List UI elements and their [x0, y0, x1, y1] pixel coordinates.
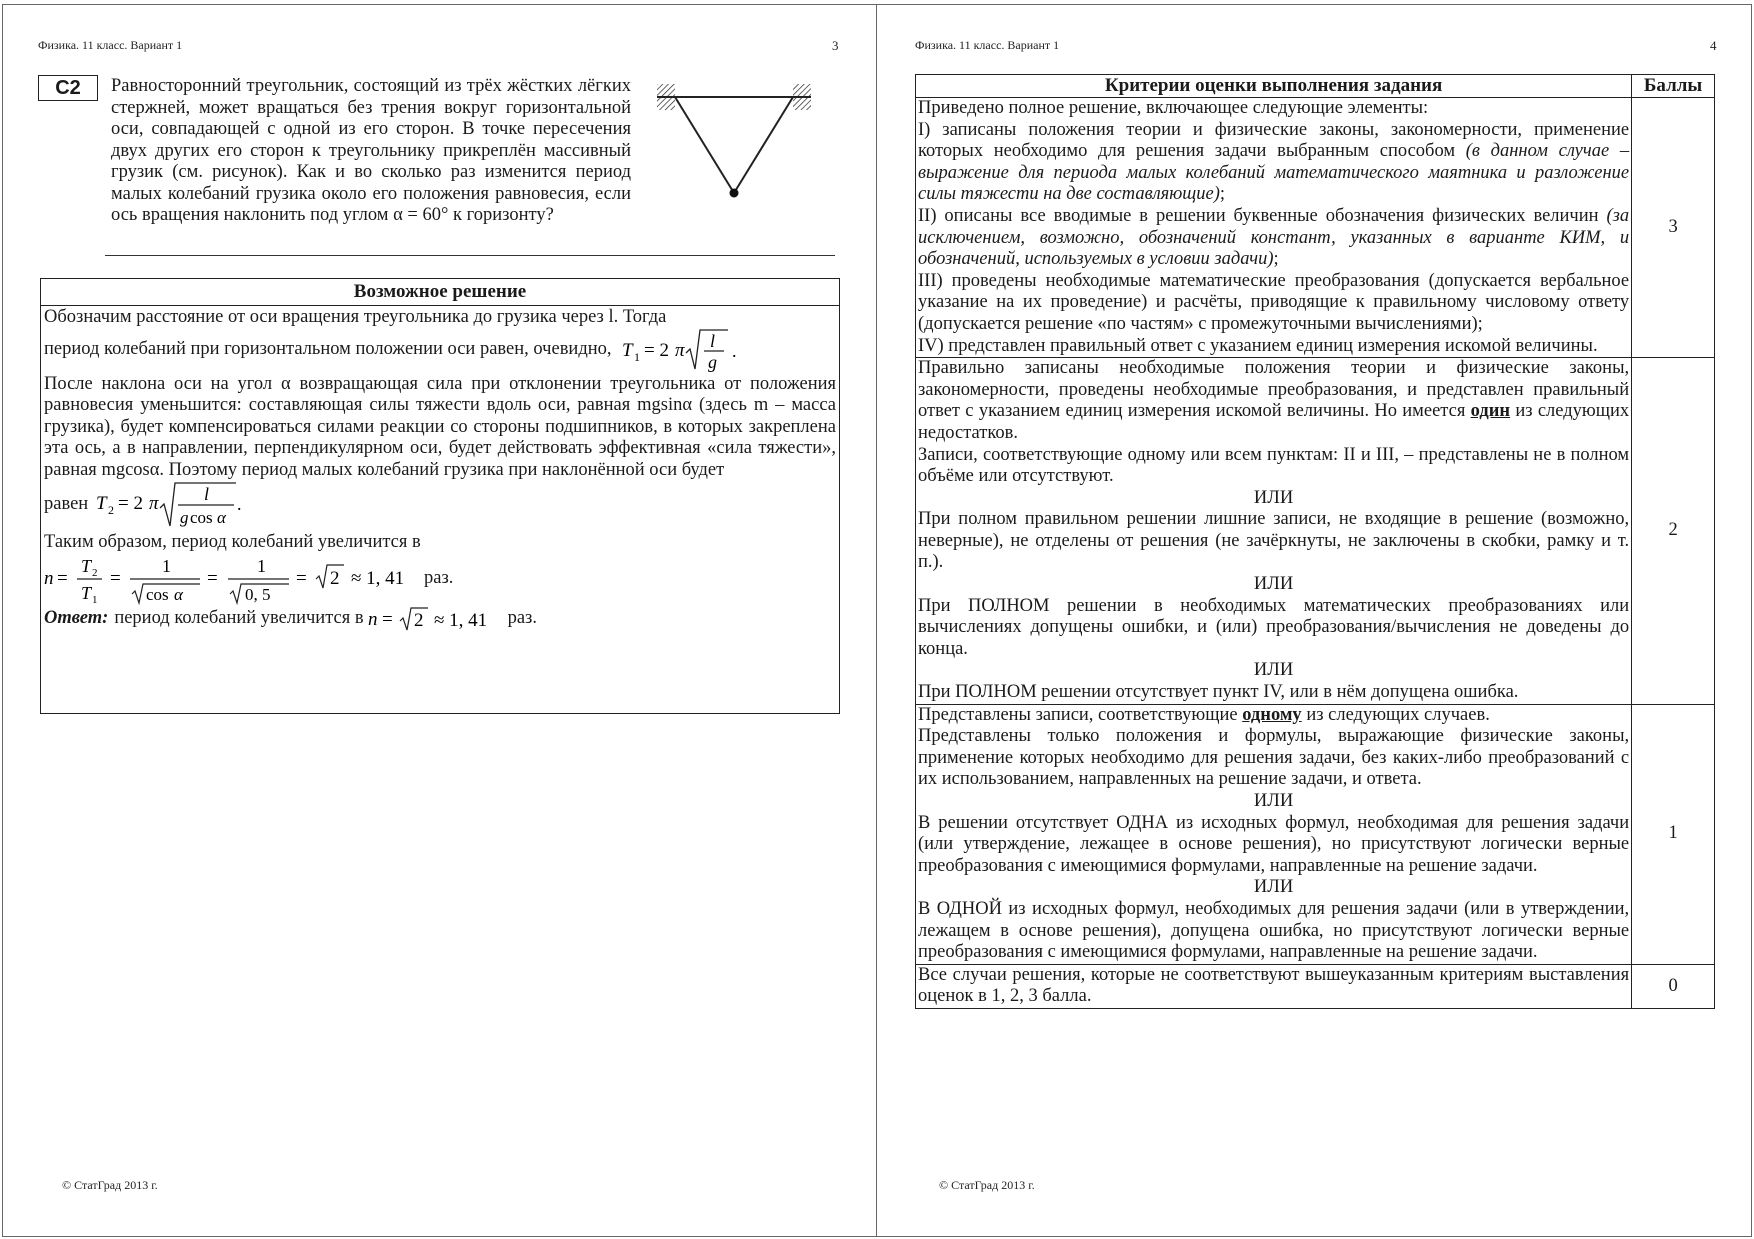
solution-p4-line [44, 482, 836, 528]
r3-t3-end: ; [1273, 249, 1279, 270]
r2-t3: При полном правильном решении лишние записи, не входящие в решение (возможно, неверные), не отделены от решения (не зачёркнуты, не заключены в скобки, рамку и т. п.). [918, 509, 1630, 573]
r2-t4: При ПОЛНОМ решении в необходимых математических преобразованиях или вычислениях допущены ошибки, и (или) преобразования/вычисления не доведены до конца. [918, 595, 1630, 659]
r2-t5: При ПОЛНОМ решении отсутствует пункт IV, или в нём допущена ошибка. [918, 682, 1519, 703]
answer-formula [368, 605, 508, 633]
r3-t4: III) проведены необходимые математические преобразования (допускается вербальное указание на их проведение) и расчёты, приводящие к правильному числовому ответу (допускается решение «по частям» с промежуточными вычислениями); [918, 270, 1630, 334]
criteria-row-3-score: 3 [1632, 98, 1715, 358]
criteria-table [915, 74, 1715, 1009]
answer-suffix: раз. [507, 608, 537, 629]
weight-ball [730, 189, 739, 198]
r2-t1c: из следующих недостатков. [918, 401, 1630, 443]
criteria-header-row [916, 75, 1715, 98]
formula-n [44, 553, 474, 605]
r2-t2: Записи, соответствующие одному или всем пунктам: II и III, – представлены не в полном объёме или отсутствуют. [918, 444, 1630, 487]
svg-text:π: π [674, 339, 685, 361]
svg-text:=: = [57, 568, 68, 590]
r1-t1a: Представлены записи, соответствующие [918, 704, 1238, 725]
criteria-row-1-score: 1 [1632, 704, 1715, 964]
r2-t1a: Правильно записаны необходимые положения теории и физические законы, закономерности, проведены необходимые преобразования, и представлен правильный ответ с указанием единиц измерения искомой величины. Но имеется [918, 358, 1630, 422]
r3-t2-italic: (в данном случае – выражение для периода малых колебаний математического маятника и разложение силы тяжести на две составляющие) [918, 141, 1630, 205]
r3-t3: II) описаны все вводимые в решении буквенные обозначения физических величин [918, 205, 1599, 226]
svg-text:n: n [44, 568, 54, 590]
criteria-row-0-text: Все случаи решения, которые не соответствуют вышеуказанным критериям выставления оценок в 1, 2, 3 балла. [916, 964, 1632, 1008]
svg-text:cos: cos [190, 507, 213, 527]
formula-t2 [94, 480, 244, 530]
svg-text:l: l [204, 483, 210, 504]
r1-t3: В решении отсутствует ОДНА из исходных формул, необходимая для решения задачи (или утверждение, лежащее в основе решения), но присутствуют логически верные преобразования с имеющимися формулами, направленные на решение задачи. [918, 812, 1630, 876]
solution-p1: Обозначим расстояние от оси вращения треугольника до грузика через l. Тогда [44, 307, 667, 327]
svg-text:= 2: = 2 [118, 492, 144, 514]
criteria-row-1 [916, 704, 1715, 964]
svg-text:=: = [110, 568, 121, 590]
solution-p6-line [44, 553, 836, 605]
solution-body [41, 306, 839, 633]
solution-box [40, 278, 840, 714]
svg-text:≈ 1, 41: ≈ 1, 41 [351, 568, 405, 590]
left-page-number: 3 [832, 38, 839, 53]
r3-t2: I) записаны положения теории и физические законы, закономерности, применение которых необходимо для решения задачи выбранным способом [918, 119, 1630, 162]
left-rod [675, 97, 734, 193]
criteria-row-2-score: 2 [1632, 358, 1715, 705]
score-col-header: Баллы [1632, 75, 1715, 98]
criteria-row-1-text [916, 704, 1632, 964]
svg-text:T: T [621, 339, 633, 361]
r1-or2: ИЛИ [1253, 877, 1294, 898]
svg-text:2: 2 [92, 567, 98, 580]
svg-text:1: 1 [257, 556, 266, 577]
left-header: Физика. 11 класс. Вариант 1 [38, 38, 183, 52]
svg-text:g: g [180, 507, 189, 527]
solution-p5: Таким образом, период колебаний увеличится в [44, 531, 421, 552]
svg-text:2: 2 [108, 502, 115, 517]
r1-or1: ИЛИ [1253, 791, 1294, 811]
svg-text:= 2: = 2 [643, 339, 669, 361]
answer-text: период колебаний увеличится в [114, 608, 364, 629]
right-footer: © СтатГрад 2013 г. [939, 1178, 1035, 1192]
solution-p2-line [44, 329, 836, 371]
right-page-number: 4 [1710, 38, 1717, 53]
r2-or3: ИЛИ [1253, 660, 1294, 681]
solution-title: Возможное решение [41, 279, 839, 306]
triangle-figure [655, 80, 815, 200]
r1-t1b: одному [1242, 704, 1302, 725]
svg-text:=: = [207, 568, 218, 590]
svg-text:cos: cos [146, 585, 169, 605]
svg-text:2: 2 [413, 610, 424, 632]
page-divider [876, 4, 877, 1237]
svg-text:=: = [296, 568, 307, 590]
criteria-row-2-text [916, 358, 1632, 705]
svg-text:1: 1 [92, 594, 98, 606]
task-code: С2 [38, 75, 98, 101]
r2-or1: ИЛИ [1253, 487, 1294, 508]
criteria-row-2 [916, 358, 1715, 705]
r1-t2: Представлены только положения и формулы, выражающие физические законы, применение которых необходимо для решения задачи, без каких-либо преобразований с их использованием, направленных на решение задачи, и ответа. [918, 726, 1630, 790]
svg-text:T: T [81, 583, 92, 604]
svg-text:0, 5: 0, 5 [245, 585, 271, 605]
svg-text:.: . [237, 493, 242, 514]
solution-p2: период колебаний при горизонтальном положении оси равен, очевидно, [44, 338, 612, 359]
right-rod [734, 97, 793, 193]
svg-text:T: T [81, 556, 92, 577]
left-footer: © СтатГрад 2013 г. [62, 1178, 158, 1192]
svg-text:2: 2 [330, 568, 340, 590]
r2-or2: ИЛИ [1253, 574, 1294, 595]
criteria-row-0 [916, 964, 1715, 1008]
svg-text:l: l [709, 330, 715, 351]
criteria-row-3-text [916, 98, 1632, 358]
answer-line [44, 605, 836, 633]
r3-t1: Приведено полное решение, включающее следующие элементы: [918, 98, 1429, 118]
right-header: Физика. 11 класс. Вариант 1 [915, 38, 1060, 52]
svg-text:1: 1 [162, 556, 171, 577]
svg-text:=: = [381, 609, 393, 631]
svg-text:1: 1 [633, 349, 640, 364]
answer-label: Ответ: [44, 608, 109, 629]
task-text: Равносторонний треугольник, состоящий из трёх жёстких лёгких стержней, может вращаться без трения вокруг горизонтальной оси, совпадающей с одной из его сторон. В точке пересечения двух других его сторон к треугольнику прикреплён массивный грузик (см. рисунок). Как и во сколько раз изменится период малых колебаний грузика около его положения равновесия, если ось вращения наклонить под углом α = 60° к горизонту? [111, 76, 631, 225]
svg-text:.: . [731, 340, 737, 361]
task-rule [105, 255, 835, 256]
right-page [878, 0, 1754, 1239]
r1-t4: В ОДНОЙ из исходных формул, необходимых для решения задачи (или в утверждении, лежащем в основе решения), допущена ошибка, но присутствуют логически верные преобразования с имеющимися формулами, направленные на решение задачи. [918, 898, 1630, 963]
r1-t1c: из следующих случаев. [1306, 704, 1490, 725]
solution-p4: равен [44, 493, 89, 514]
criteria-row-3 [916, 98, 1715, 358]
svg-text:α: α [217, 507, 227, 527]
svg-text:π: π [149, 492, 159, 514]
r3-t3-italic: (за исключением, возможно, обозначений констант, указанных в варианте КИМ, и обозначений, используемых в условии задачи) [918, 205, 1630, 270]
svg-text:≈ 1, 41: ≈ 1, 41 [433, 610, 487, 632]
r2-t1b: один [1470, 401, 1511, 422]
solution-p3: После наклона оси на угол α возвращающая сила при отклонении треугольника от положения равновесия уменьшится: составляющая силы тяжести вдоль оси, равная mgsinα (здесь m – масса грузика), будет компенсироваться силами реакции со стороны подшипников, в которых закреплена эта ось, а в направлении, перпендикулярном оси, будет действовать эффективная «сила тяжести», равная mgcosα. Поэтому период малых колебаний грузика при наклонённой оси будет [44, 373, 836, 480]
left-page [0, 0, 876, 1239]
criteria-col-header: Критерии оценки выполнения задания [916, 75, 1632, 98]
svg-text:g: g [707, 351, 717, 372]
solution-p6-suffix: раз. [424, 568, 454, 589]
formula-t1 [620, 327, 750, 373]
r3-t2-end: ; [1219, 184, 1226, 205]
criteria-row-0-score: 0 [1632, 964, 1715, 1008]
r3-t5: IV) представлен правильный ответ с указанием единиц измерения искомой величины. [918, 335, 1598, 356]
svg-text:α: α [174, 585, 183, 605]
svg-text:n: n [367, 609, 378, 631]
svg-text:T: T [96, 492, 107, 514]
